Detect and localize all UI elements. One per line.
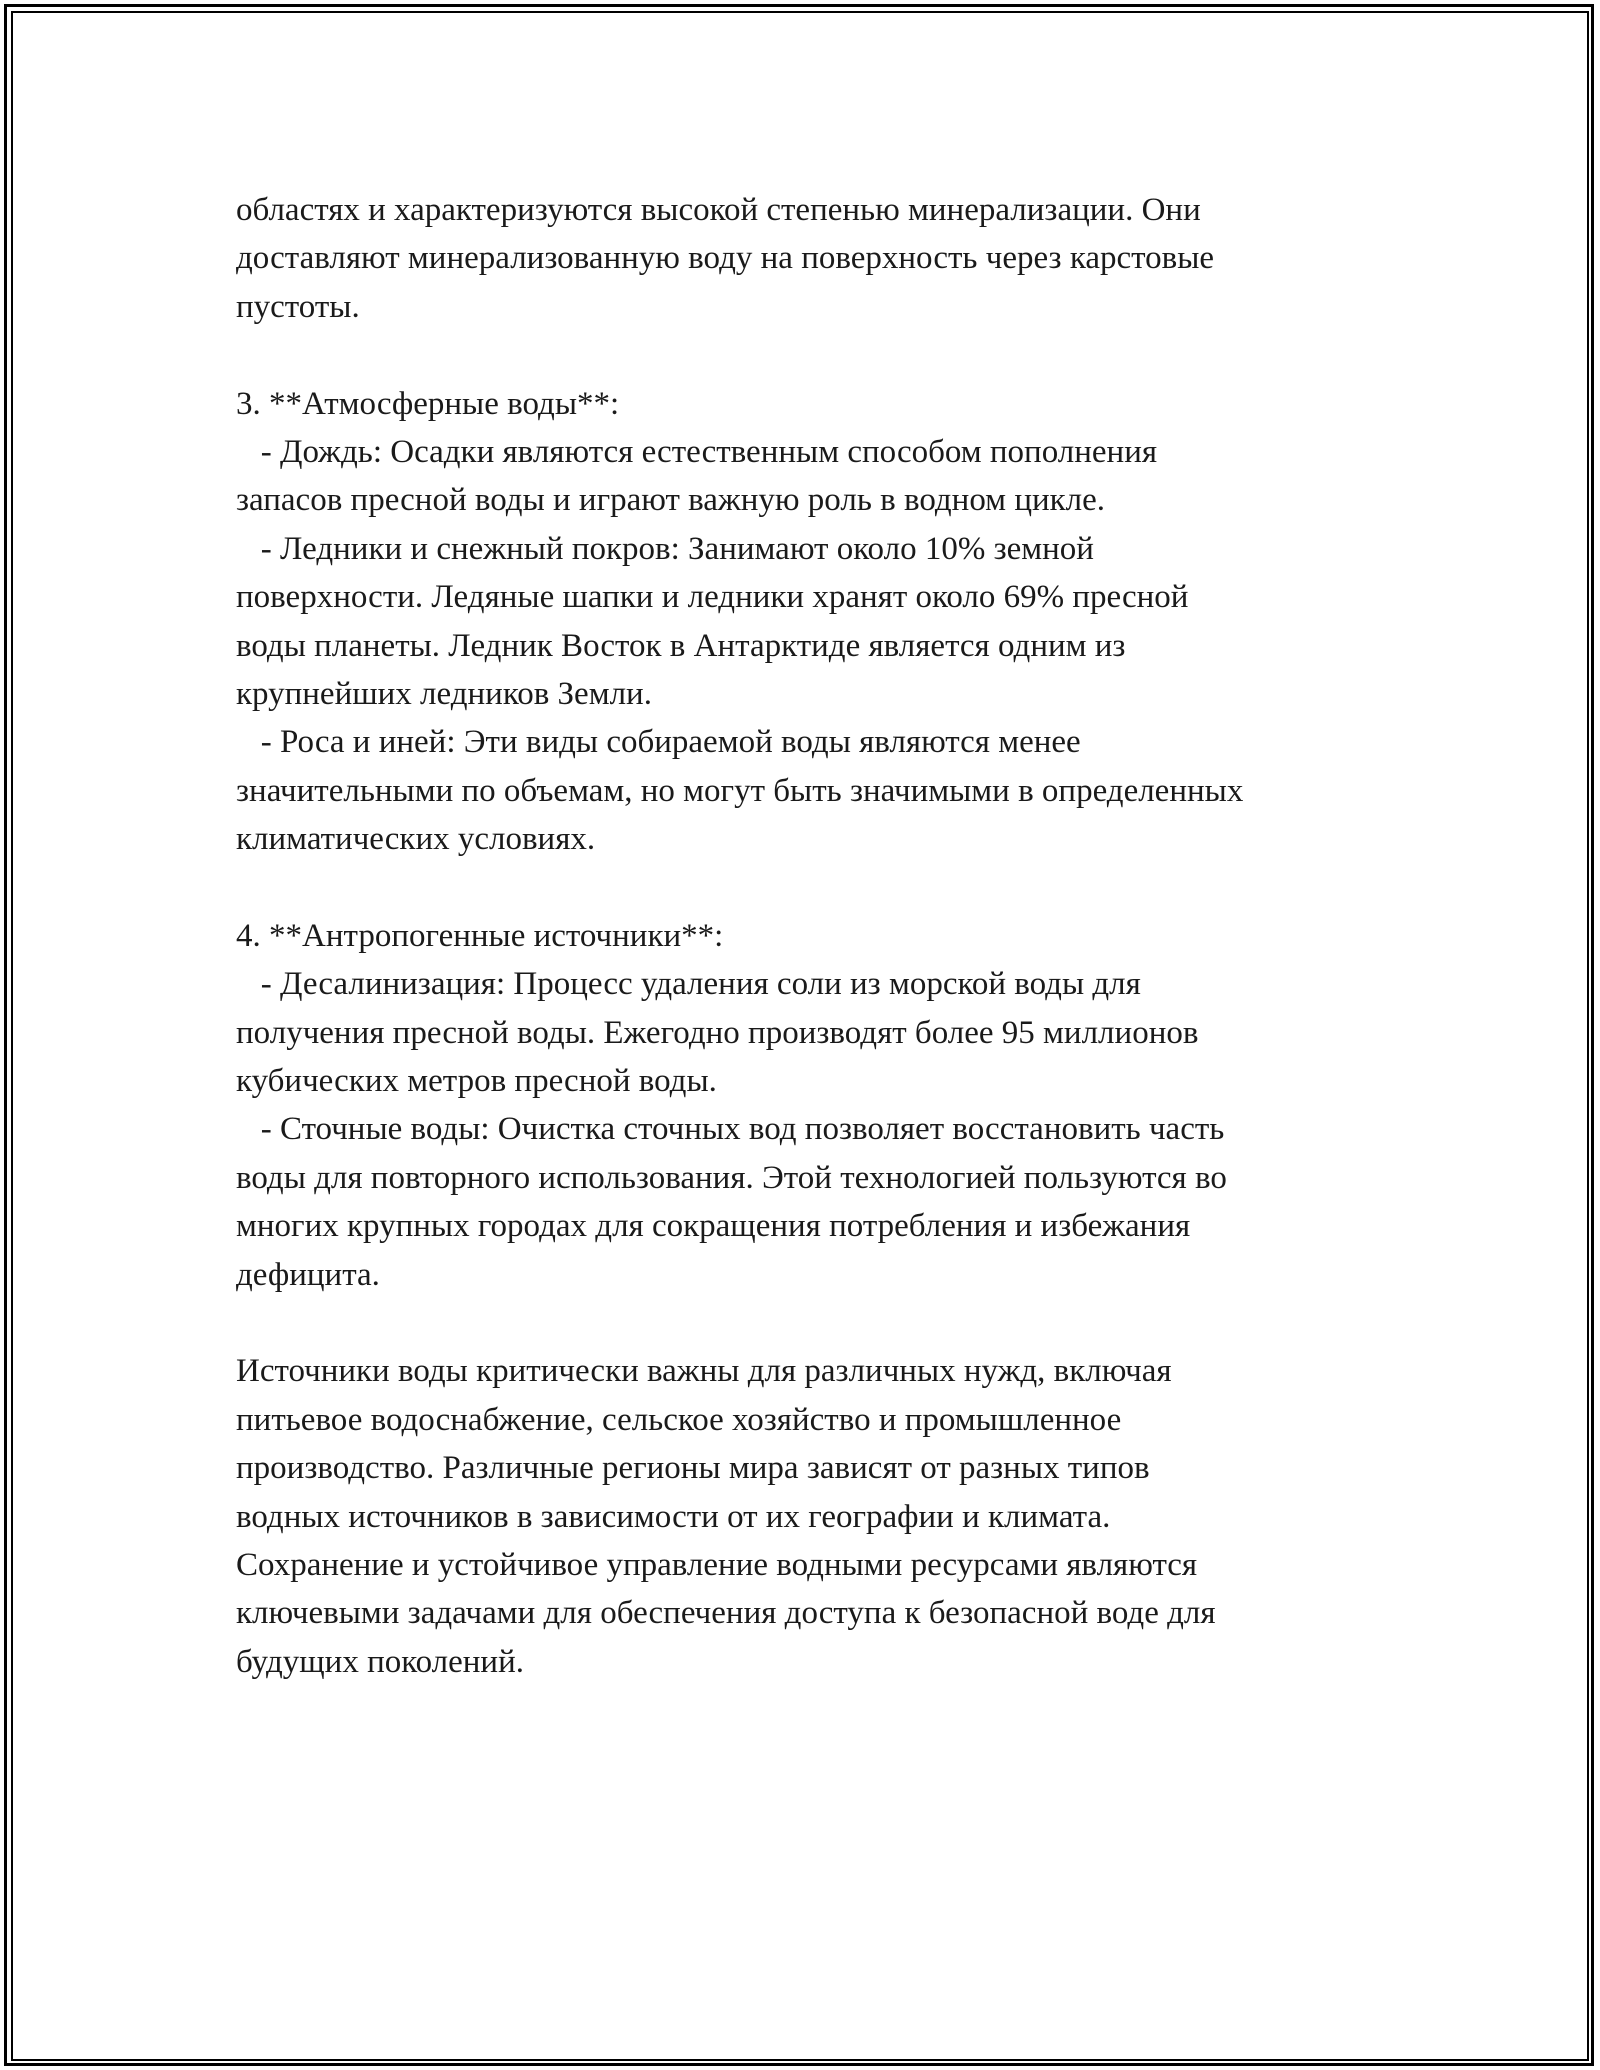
text-line: получения пресной воды. Ежегодно производят более 95 миллионов: [236, 1014, 1199, 1051]
section-heading: 4. **Антропогенные источники**:: [236, 917, 724, 954]
text-line: значительными по объемам, но могут быть значимыми в определенных: [236, 772, 1244, 809]
text-line: водных источников в зависимости от их географии и климата.: [236, 1498, 1111, 1535]
blank-line: [236, 863, 1396, 911]
blank-line: [236, 1299, 1396, 1347]
text-line: - Роса и иней: Эти виды собираемой воды являются менее: [236, 724, 1081, 761]
text-line: дефицита.: [236, 1256, 380, 1293]
text-line: поверхности. Ледяные шапки и ледники хранят около 69% пресной: [236, 579, 1189, 616]
text-line: доставляют минерализованную воду на поверхность через карстовые: [236, 240, 1215, 277]
text-line: Сохранение и устойчивое управление водными ресурсами являются: [236, 1546, 1198, 1583]
text-line: производство. Различные регионы мира зависят от разных типов: [236, 1450, 1150, 1487]
text-line: областях и характеризуются высокой степенью минерализации. Они: [236, 192, 1201, 228]
text-line: ключевыми задачами для обеспечения доступа к безопасной воде для: [236, 1595, 1216, 1632]
blank-line: [236, 331, 1396, 379]
text-line: кубических метров пресной воды.: [236, 1063, 717, 1100]
text-line: пустоты.: [236, 288, 360, 325]
text-line: запасов пресной воды и играют важную роль в водном цикле.: [236, 482, 1106, 519]
text-line: питьевое водоснабжение, сельское хозяйство и промышленное: [236, 1401, 1122, 1438]
text-line: будущих поколений.: [236, 1643, 524, 1680]
section-heading: 3. **Атмосферные воды**:: [236, 385, 620, 422]
text-line: воды для повторного использования. Этой технологией пользуются во: [236, 1159, 1227, 1196]
text-line: крупнейших ледников Земли.: [236, 675, 652, 712]
text-line: - Сточные воды: Очистка сточных вод позволяет восстановить часть: [236, 1111, 1225, 1148]
document-body: [236, 186, 1396, 1686]
text-line: - Десалинизация: Процесс удаления соли из морской воды для: [236, 966, 1141, 1003]
text-line: - Ледники и снежный покров: Занимают около 10% земной: [236, 530, 1094, 567]
text-line: многих крупных городах для сокращения потребления и избежания: [236, 1208, 1191, 1245]
text-line: воды планеты. Ледник Восток в Антарктиде является одним из: [236, 627, 1126, 664]
text-line: Источники воды критически важны для различных нужд, включая: [236, 1353, 1172, 1390]
text-line: климатических условиях.: [236, 821, 596, 858]
text-line: - Дождь: Осадки являются естественным способом пополнения: [236, 433, 1158, 470]
